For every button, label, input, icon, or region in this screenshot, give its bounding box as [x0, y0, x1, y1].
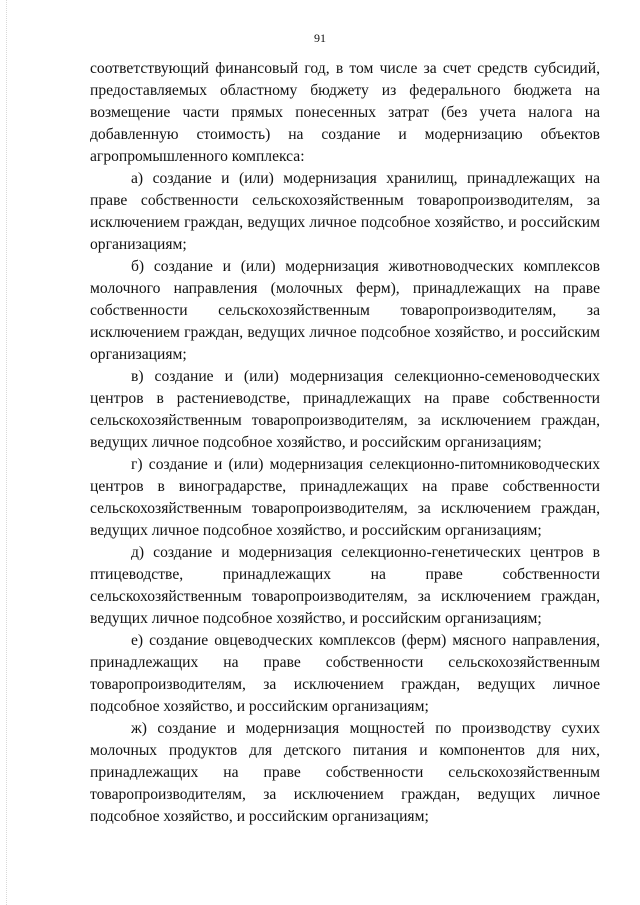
list-item-zh: ж) создание и модернизация мощностей по производству сухих молочных продуктов для детского питания и компонентов для них, принадлежащих на праве собственности сельскохозяйственным товаропроизводителям, за исключением граждан, ведущих личное подсобное хозяйство, и российским организациям; [90, 720, 600, 825]
list-item-e: е) создание овцеводческих комплексов (ферм) мясного направления, принадлежащих на праве собственности сельскохозяйственным товаропроизводителям, за исключением граждан, ведущих личное подсобное хозяйство, и российским организациям; [90, 632, 600, 715]
paragraph-intro-continuation: соответствующий финансовый год, в том числе за счет средств субсидий, предоставляемых областному бюджету из федерального бюджета на возмещение части прямых понесенных затрат (без учета налога на добавленную стоимость) на создание и модернизацию объектов агропромышленного комплекса: [90, 60, 600, 165]
list-item-b: б) создание и (или) модернизация животноводческих комплексов молочного направления (молочных ферм), принадлежащих на праве собственности сельскохозяйственным товаропроизводителям, за исключением граждан, ведущих личное подсобное хозяйство, и российским организациям; [90, 258, 600, 363]
list-item-v: в) создание и (или) модернизация селекционно-семеноводческих центров в растениеводстве, принадлежащих на праве собственности сельскохозяйственным товаропроизводителям, за исключением граждан, ведущих личное подсобное хозяйство, и российским организациям; [90, 368, 600, 451]
list-item-a: а) создание и (или) модернизация хранилищ, принадлежащих на праве собственности сельскохозяйственным товаропроизводителям, за исключением граждан, ведущих личное подсобное хозяйство, и российским организациям; [90, 170, 600, 253]
page-edge-divider [6, 0, 8, 905]
list-item-d: д) создание и модернизация селекционно-генетических центров в птицеводстве, принадлежащих на праве собственности сельскохозяйственным товаропроизводителям, за исключением граждан, ведущих личное подсобное хозяйство, и российским организациям; [90, 544, 600, 627]
list-item-g: г) создание и (или) модернизация селекционно-питомниководческих центров в виноградарстве, принадлежащих на праве собственности сельскохозяйственным товаропроизводителям, за исключением граждан, ведущих личное подсобное хозяйство, и российским организациям; [90, 456, 600, 539]
document-body [90, 58, 600, 828]
page-number: 91 [314, 31, 326, 45]
